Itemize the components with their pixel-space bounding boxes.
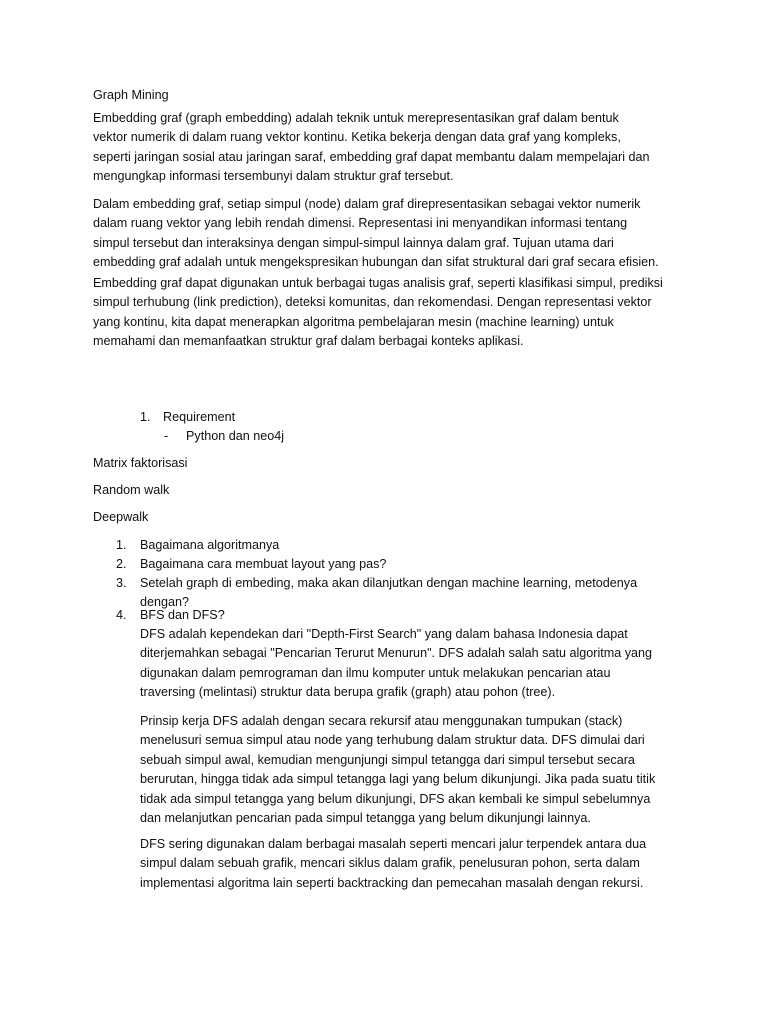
text-line: sebuah simpul awal, kemudian mengunjungi simpul tetangga dari simpul tersebut secara xyxy=(140,752,635,767)
text-line: digunakan dalam pemrograman dan ilmu komputer untuk melakukan pencarian atau xyxy=(140,665,611,680)
question-item: Setelah graph di embeding, maka akan dilanjutkan dengan machine learning, metodenya xyxy=(140,576,638,590)
question-item: BFS dan DFS? xyxy=(140,608,225,622)
text-line: DFS sering digunakan dalam berbagai masalah seperti mencari jalur terpendek antara dua xyxy=(140,837,647,851)
heading-random-walk: Random walk xyxy=(93,483,170,497)
text-line: dalam ruang vektor yang lebih rendah dimensi. Representasi ini menyandikan informasi tentang xyxy=(93,216,628,231)
text-line: vektor numerik di dalam ruang vektor kontinu. Ketika bekerja dengan data graf yang kompleks, xyxy=(93,130,621,145)
text-line: embedding graf adalah untuk mengekspresikan hubungan dan sifat struktural dari graf secara efisien. xyxy=(93,255,659,270)
paragraph-1 xyxy=(93,109,650,187)
text-line: memahami dan memanfaatkan struktur graf dalam berbagai konteks aplikasi. xyxy=(93,334,524,349)
dfs-paragraph-2 xyxy=(140,712,655,828)
list-number: 1. xyxy=(116,538,127,552)
text-line: yang kontinu, kita dapat menerapkan algoritma pembelajaran mesin (machine learning) untuk xyxy=(93,314,614,329)
text-line: seperti jaringan sosial atau jaringan saraf, embedding graf dapat membantu dalam mempelajari dan xyxy=(93,149,650,164)
text-line: implementasi algoritma lain seperti backtracking dan pemecahan masalah dengan rekursi. xyxy=(140,875,644,890)
document-title: Graph Mining xyxy=(93,88,169,102)
text-line: menelusuri semua simpul atau node yang terhubung dalam struktur data. DFS dimulai dari xyxy=(140,733,645,748)
heading-matrix: Matrix faktorisasi xyxy=(93,456,188,470)
text-line: Embedding graf (graph embedding) adalah teknik untuk merepresentasikan graf dalam bentuk xyxy=(93,111,619,125)
bullet-dash: - xyxy=(164,429,169,443)
list-number: 3. xyxy=(116,576,127,590)
text-line: berurutan, hingga tidak ada simpul tetangga lagi yang belum dikunjungi. Jika pada suatu titik xyxy=(140,772,656,787)
dfs-paragraph-1 xyxy=(140,625,652,703)
requirement-sub: Python dan neo4j xyxy=(186,429,285,443)
text-line: dan melanjutkan pencarian pada simpul tetangga yang belum dikunjungi lainnya. xyxy=(140,811,591,826)
text-line: Dalam embedding graf, setiap simpul (node) dalam graf direpresentasikan sebagai vektor numerik xyxy=(93,197,641,211)
question-item-cont: dengan? xyxy=(140,595,190,609)
text-line: simpul dalam sebuah grafik, mencari siklus dalam grafik, penelusuran pohon, serta dalam xyxy=(140,856,640,871)
text-line: mengungkap informasi tersembunyi dalam struktur graf tersebut. xyxy=(93,169,454,184)
question-item: Bagaimana algoritmanya xyxy=(140,538,280,552)
text-line: DFS adalah kependekan dari "Depth-First Search" yang dalam bahasa Indonesia dapat xyxy=(140,627,628,641)
text-line: simpul tersebut dan interaksinya dengan simpul-simpul lainnya dalam graf. Tujuan utama dari xyxy=(93,235,614,250)
list-number: 1. xyxy=(140,410,151,424)
text-line: Prinsip kerja DFS adalah dengan secara rekursif atau menggunakan tumpukan (stack) xyxy=(140,714,623,728)
text-line: tidak ada simpul tetangga yang belum dikunjungi, DFS akan kembali ke simpul sebelumnya xyxy=(140,791,651,806)
list-number: 2. xyxy=(116,557,127,571)
paragraph-3 xyxy=(93,274,663,352)
dfs-paragraph-3 xyxy=(140,835,646,893)
question-item: Bagaimana cara membuat layout yang pas? xyxy=(140,557,387,571)
text-line: Embedding graf dapat digunakan untuk berbagai tugas analisis graf, seperti klasifikasi simpul, prediksi xyxy=(93,276,663,290)
requirement-label: Requirement xyxy=(163,410,236,424)
list-number: 4. xyxy=(116,608,127,622)
text-line: traversing (melintasi) struktur data berupa grafik (graph) atau pohon (tree). xyxy=(140,685,556,700)
heading-deepwalk: Deepwalk xyxy=(93,510,149,524)
paragraph-2 xyxy=(93,195,659,273)
text-line: simpul terhubung (link prediction), deteksi komunitas, dan rekomendasi. Dengan representasi vektor xyxy=(93,295,652,310)
text-line: diterjemahkan sebagai "Pencarian Terurut Menurun". DFS adalah salah satu algoritma yang xyxy=(140,646,653,661)
